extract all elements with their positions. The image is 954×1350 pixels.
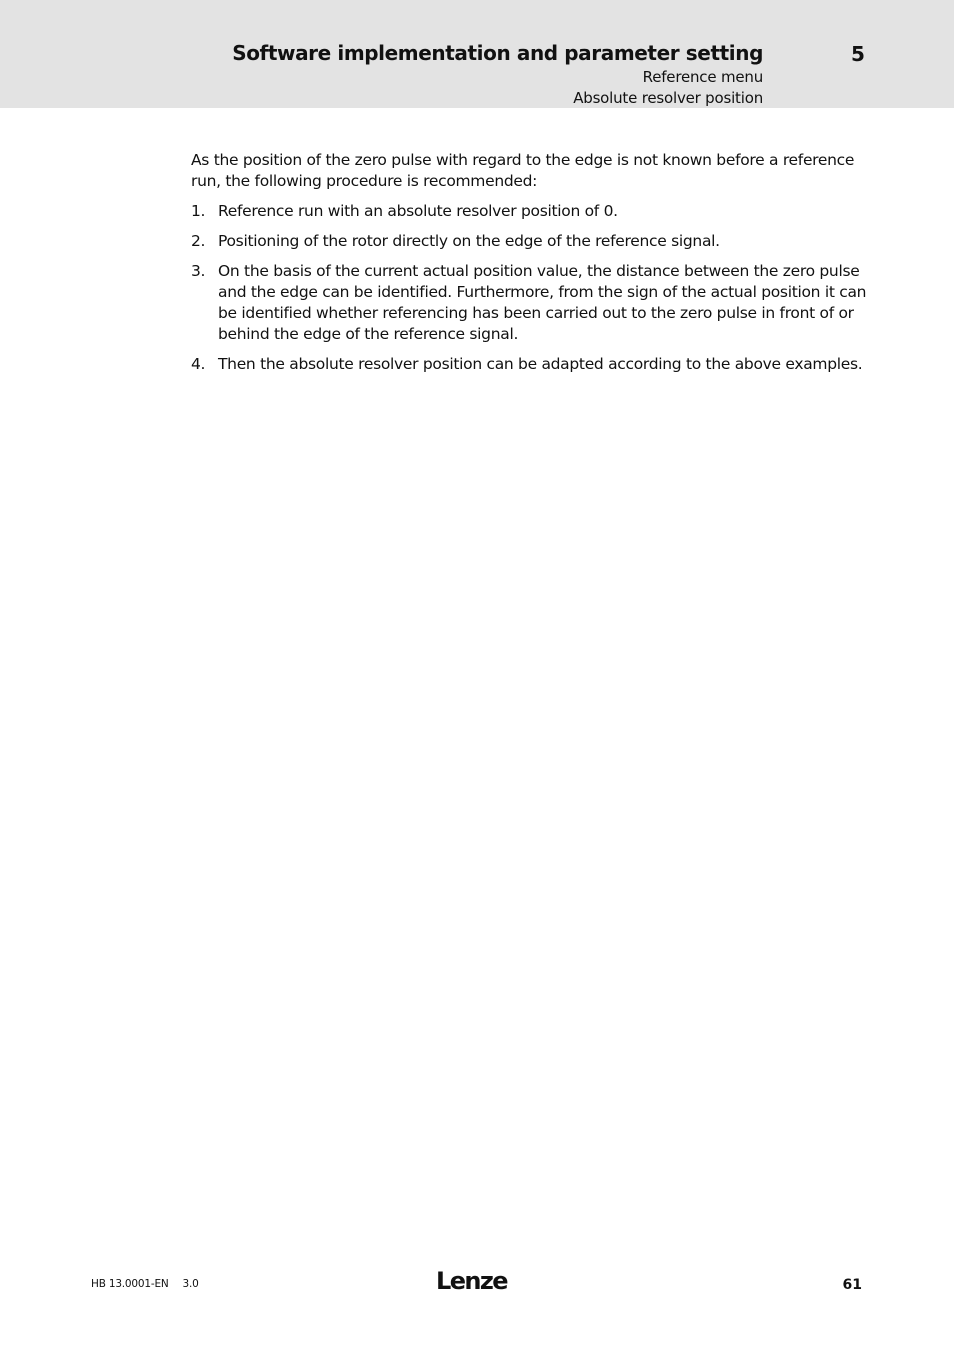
doc-version: 3.0 [182, 1278, 199, 1290]
step-text: Reference run with an absolute resolver position of 0. [218, 202, 618, 220]
footer-doc-info [91, 1278, 199, 1290]
subsection-title: Absolute resolver position [573, 89, 763, 107]
list-item [191, 354, 871, 375]
step-number: 4. [191, 355, 206, 373]
step-text: Positioning of the rotor directly on the edge of the reference signal. [218, 232, 720, 250]
step-number: 1. [191, 202, 206, 220]
chapter-number: 5 [851, 42, 865, 66]
section-title: Reference menu [642, 68, 763, 86]
list-item [191, 231, 871, 252]
step-number: 2. [191, 232, 206, 250]
lenze-logo [436, 1262, 516, 1298]
doc-id: HB 13.0001-EN [91, 1278, 169, 1290]
step-text: Then the absolute resolver position can be adapted according to the above examples. [218, 355, 863, 373]
procedure-list [191, 201, 871, 375]
page-number: 61 [842, 1277, 862, 1293]
logo-wordmark: Lenze [436, 1267, 507, 1295]
list-item [191, 201, 871, 222]
step-text: On the basis of the current actual position value, the distance between the zero pulse and the edge can be identified. Furthermore, from the sign of the actual position it can be identified whether referencing has been carried out to the zero pulse in front of or behind the edge of the reference signal. [218, 262, 867, 343]
main-content [191, 150, 871, 384]
list-item [191, 261, 871, 345]
page-title: Software implementation and parameter setting [232, 41, 763, 65]
intro-paragraph: As the position of the zero pulse with regard to the edge is not known before a reference run, the following procedure is recommended: [191, 151, 855, 190]
step-number: 3. [191, 262, 206, 280]
